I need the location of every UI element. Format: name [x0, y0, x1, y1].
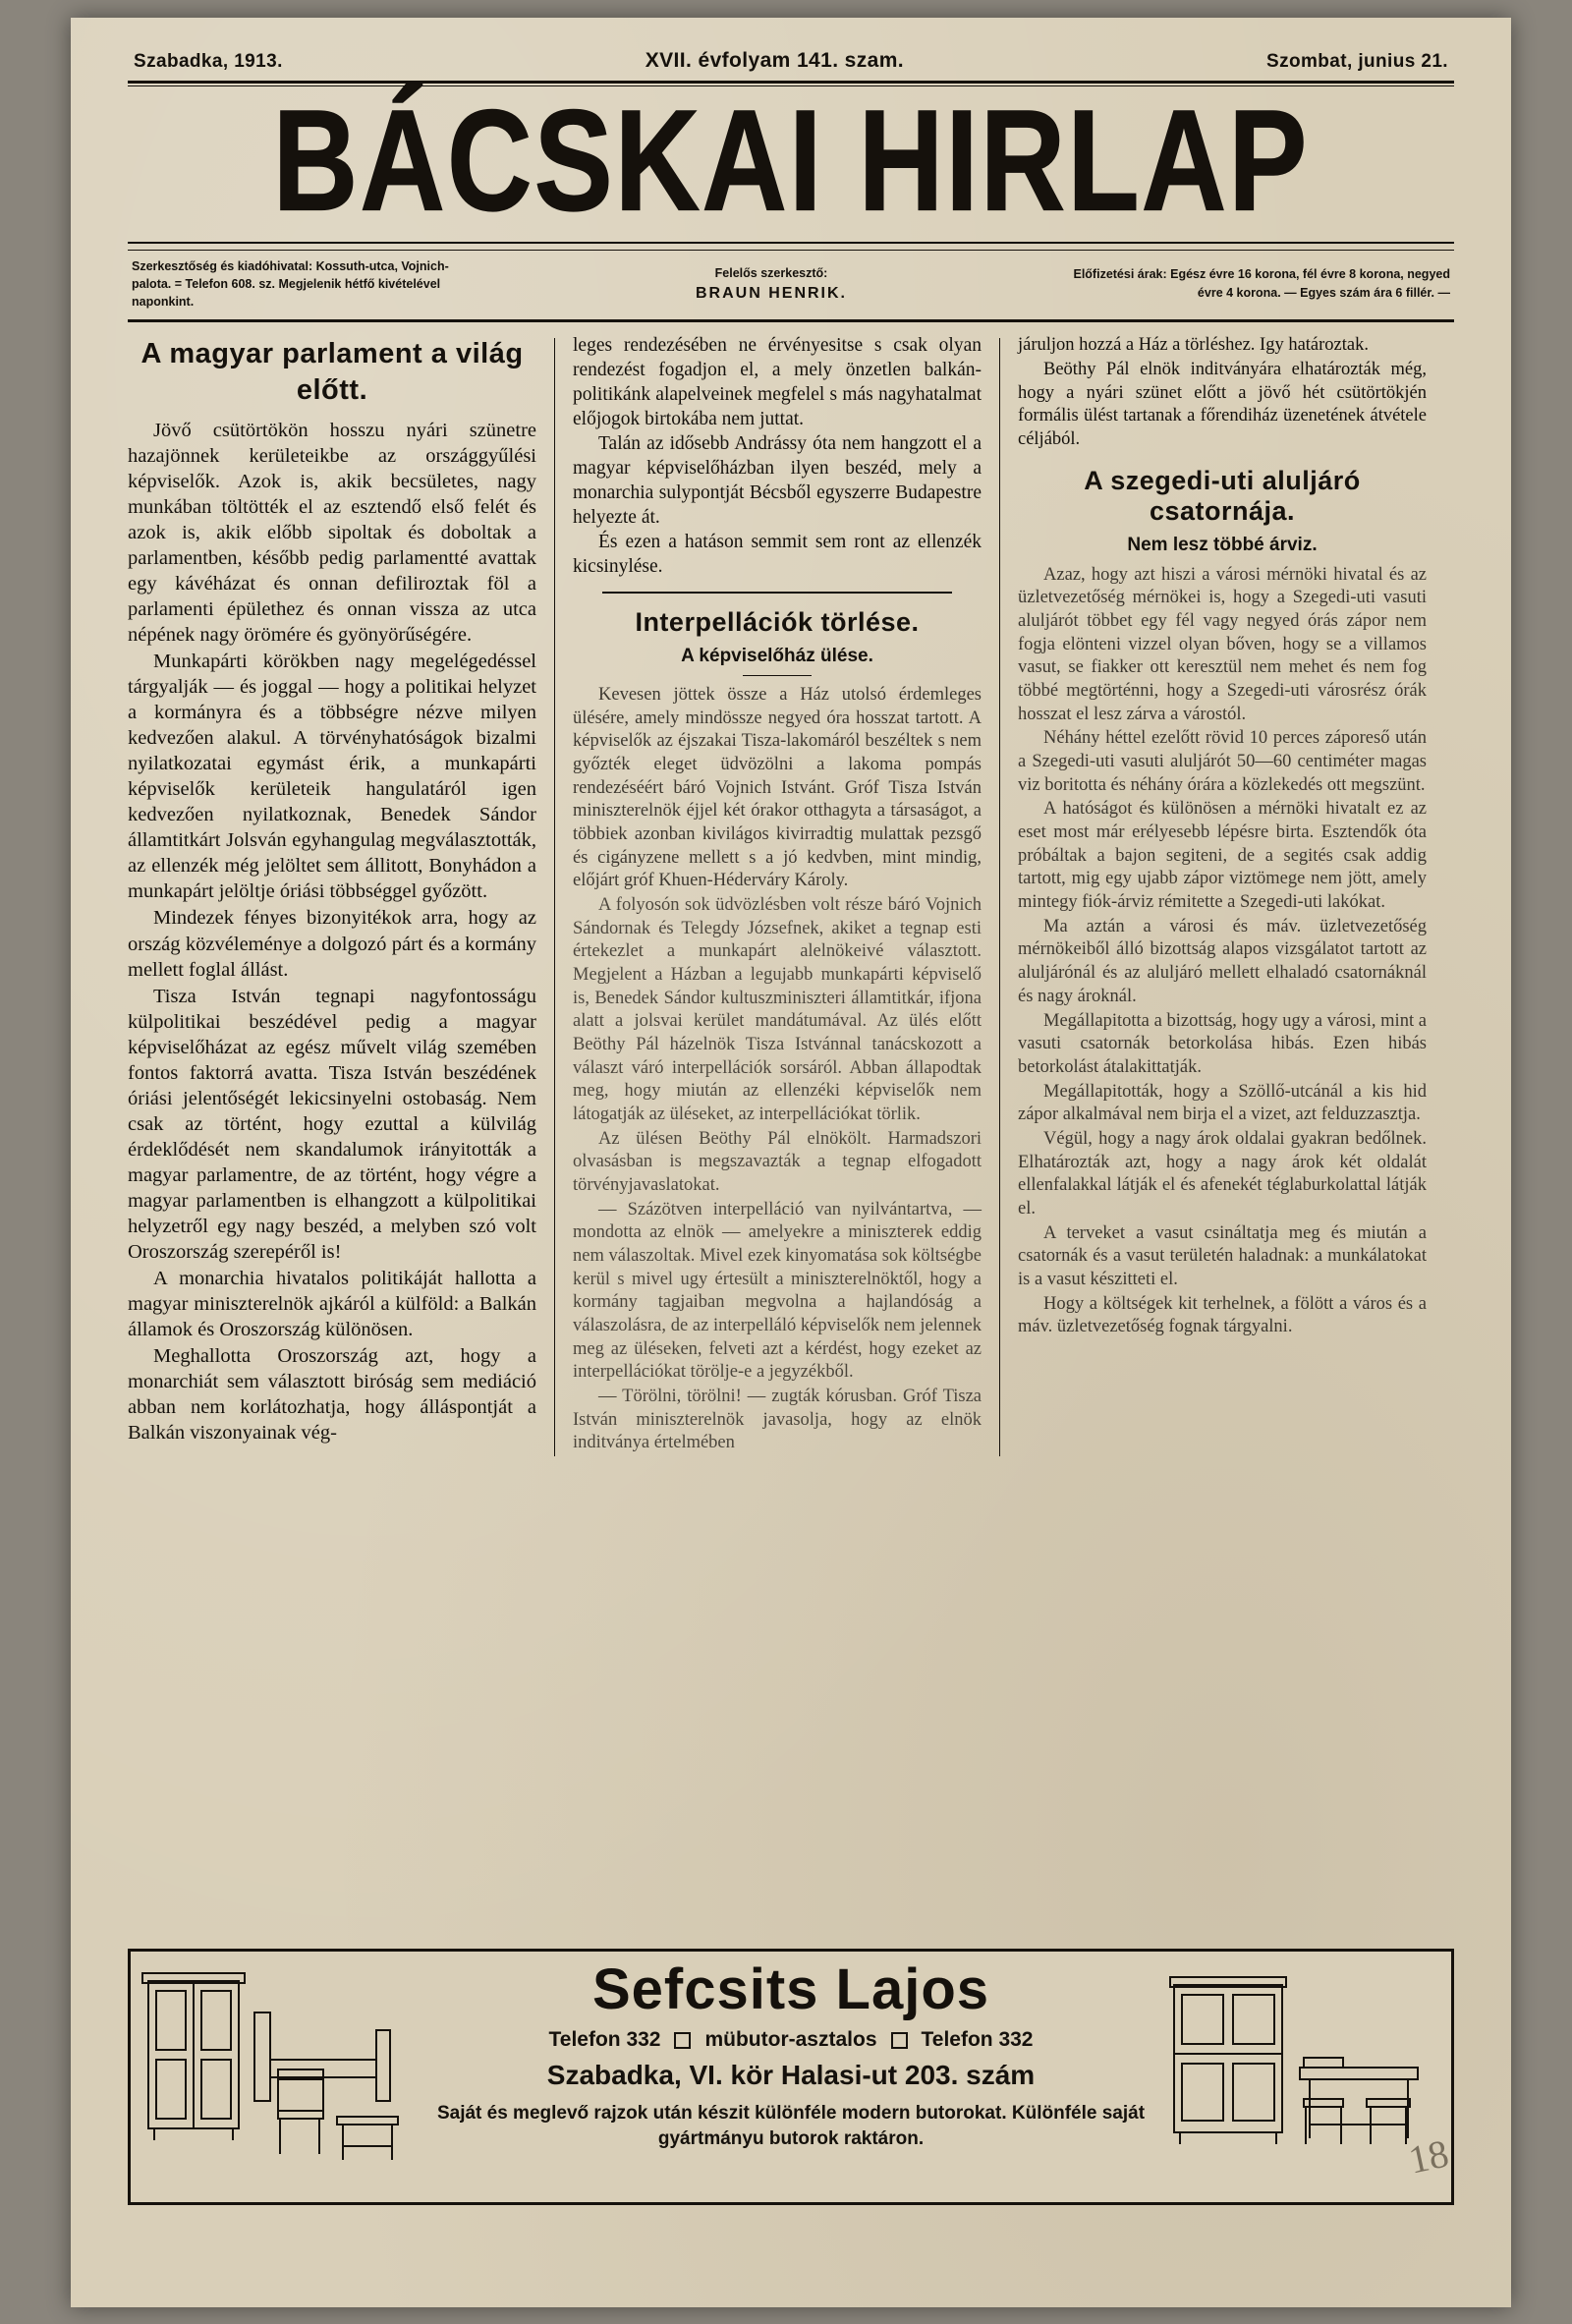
column-2 [561, 334, 993, 1456]
paragraph: Meghallotta Oroszország azt, hogy a monarchiát sem választott biróság sem mediáció abban nem korlátozhatja, hogy álláspontját a Balkán viszonyainak vég- [128, 1345, 536, 1445]
colophon-editor-name: BRAUN HENRIK. [696, 284, 847, 302]
colophon-editor [614, 264, 928, 305]
colophon-subscription: Előfizetési árak: Egész évre 16 korona, fél évre 8 korona, negyed évre 4 korona. — Egyes szám ára 6 fillér. — [1073, 267, 1450, 301]
advert-box [128, 1949, 1454, 2205]
paragraph: Azaz, hogy azt hiszi a városi mérnöki hivatal és az üzletvezetőség mérnökei is, hogy a Szegedi-uti vasuti aluljárót többet egy fél vagy negyed órás zápor nem fogja elönteni vizzel olyan bőven, hogy se a villamos vasut, se fiakker ott keresztül nem mehet és nem fog többé megtörténni, hogy a Szegedi-uti városrész órák hosszat el lesz zárva a várostól. [1018, 564, 1427, 724]
paragraph: Mindezek fényes bizonyitékok arra, hogy az ország közvéleménye a dolgozó párt és a kormány mellett foglal állást. [128, 907, 536, 981]
square-bullet-icon [674, 2032, 691, 2049]
advertisement [128, 1949, 1454, 2205]
paragraph: Talán az idősebb Andrássy óta nem hangzott el a magyar képviselőházban ilyen beszéd, mely a monarchia sulypontját Bécsből egyszerre Budapestre helyezte át. [573, 433, 982, 528]
paragraph: — Százötven interpelláció van nyilvántartva, — mondotta az elnök — amelyekre a miniszterek eddig nem válaszoltak. Mivel ezek kinyomatása sok költségbe kerül s mivel ugy értesült a miniszterelnöktől, hogy a kormány tagjaiban megvolna a hajlandóság a válaszolásra, de az interpelláló képviselők nem jelennek meg az üléseken, felveti azt a kérdést, hogy ezeket az interpellációkat törölje-e a jegyzékből. [573, 1199, 982, 1383]
paragraph: Végül, hogy a nagy árok oldalai gyakran bedőlnek. Elhatározták azt, hogy a nagy árok két oldalát ellenfalakkal látják el és afenekét téglaburkolattal látják el. [1018, 1128, 1427, 1219]
advert-brand: Sefcsits Lajos [591, 1957, 990, 2021]
title-rule [128, 242, 1454, 244]
paragraph: És ezen a hatáson semmit sem ront az ellenzék kicsinylése. [573, 532, 982, 578]
page-title: BÁCSKAI HIRLAP [272, 80, 1310, 242]
headline-parliament: A magyar parlament a világ előtt. [140, 338, 524, 406]
paragraph: A terveket a vasut csináltatja meg és miután a csatornák és a vasut területén haladnak: a munkálatokat is a vasut készitteti el. [1018, 1222, 1427, 1289]
column-1 [128, 334, 548, 1456]
section-rule [602, 592, 952, 594]
paragraph: Jövő csütörtökön hosszu nyári szünetre hazajönnek kerületeikbe az országgyűlési képviselők. Azok is, akik becsületes, nagy munkában töltötték el az esztendő első felét és azok is, akik előbb sipoltak és doboltak a parlamentben, később pedig parlamentté avattak egy kávéházat és onnan defiliroztak föl a parlamenti épülethez és onnan vissza az utca népének nagy örömére és gyönyörűségére. [128, 419, 536, 647]
furniture-illustration-right [1156, 1952, 1451, 2202]
advert-trade: mübutor-asztalos [704, 2028, 877, 2051]
masthead-topline [128, 49, 1454, 79]
column-3 [1006, 334, 1427, 1456]
headline-interpellations: Interpellációk törlése. [635, 606, 920, 637]
advert-text [425, 1952, 1156, 2202]
colophon [128, 250, 1454, 322]
square-bullet-icon [891, 2032, 908, 2049]
paragraph: A folyosón sok üdvözlésben volt része báró Vojnich Sándornak és Telegdy Józsefnek, akiket a tegnap esti értekezlet a munkapárt alelnökeivé választott. Megjelent a Házban a legujabb munkapárti képviselő is, Benedek Sándor kultuszminiszteri államtitkár, ifjona alatt a jolsvai kerület mandátumával. Az ülés előtt Beöthy Pál házelnök Tisza Istvánnal tanácskozott a választ váró interpellációk sorsáról. Abban állapodtak meg, hogy miután az ellenzéki képviselők nem látogatják az üléseket, az interpellációkat törlik. [573, 894, 982, 1124]
margin-mark: 18 [1404, 2130, 1453, 2182]
paragraph: Néhány héttel ezelőtt rövid 10 perces záporeső után a Szegedi-uti vasuti aluljárót 50—60 centiméter magas viz boritotta és néhány órára a közlekedés ott megszünt. [1018, 728, 1427, 795]
masthead-place-year: Szabadka, 1913. [134, 51, 283, 72]
paragraph: A monarchia hivatalos politikáját hallotta a magyar miniszterelnök ajkáról a külföld: a Balkán államok és Oroszország különösen. [128, 1267, 536, 1340]
paragraph: Beöthy Pál elnök inditványára elhatározták még, hogy a nyári szünet előtt a jövő hét csütörtökjén formális ülést tartanak a főrendiház üzenetének átvétele céljából. [1018, 360, 1427, 450]
sub-rule [743, 675, 812, 676]
article-columns [128, 334, 1454, 1456]
advert-phone-left: Telefon 332 [548, 2028, 661, 2051]
advert-address: Szabadka, VI. kör Halasi-ut 203. szám [546, 2060, 1036, 2090]
paragraph: Kevesen jöttek össze a Ház utolsó érdemleges ülésére, amely mindössze negyed óra hosszat tartott. A képviselők az éjszakai Tisza-lakomáról beszéltek s nem győzték eleget üdvözölni a lakoma pompás rendezéséért báró Vojnich Istvánt. Gróf Tisza István miniszterelnök éjjel két órakor otthagyta a társaságot, a többiek azonban kivilágos kivirradtig mulattak pezsgő és cigányzene mellett s a jó kedvben, mint mindig, előjárt gróf Khuen-Héderváry Károly. [573, 684, 982, 891]
advert-phone-right: Telefon 332 [921, 2028, 1034, 2051]
paragraph: Munkapárti körökben nagy megelégedéssel tárgyalják — és joggal — hogy a politikai helyzet a kormányra és a többségre nézve milyen kedvezően alakul. A törvényhatóságok bizalmi nyilatkozatai egymást érik, a munkapárti képviselők kerületeik hangulatáról igen kedvezően nyilatkoznak, Benedek Sándor államtitkárt Jolsván egyhangulag megválasztották, az ellenzék még jelöltet sem állitott, Bonyhádon a munkapárt jelöltje óriási többséggel győzött. [128, 651, 536, 903]
paragraph: Az ülésen Beöthy Pál elnökölt. Harmadszori olvasásban is megszavazták a tegnap elfogadott törvényjavaslatokat. [573, 1128, 982, 1195]
masthead-date: Szombat, junius 21. [1266, 51, 1448, 72]
paragraph: leges rendezésében ne érvényesitse s csak olyan rendezést fogadjon el, a mely önzetlen balkán-politikánk alapelveinek megfelel s más nagyhatalmat előjogok birtokába nem juttat. [573, 335, 982, 429]
headline-underpass-sewer: A szegedi-uti aluljáró csatornája. [1084, 465, 1361, 526]
paragraph: — Törölni, törölni! — zugták kórusban. Gróf Tisza István miniszterelnök javasolja, hogy az elnök inditványa értelmében [573, 1387, 982, 1453]
paragraph: A hatóságot és különösen a mérnöki hivatalt ez az eset most már erélyesebb lépésre birta. Esztendők óta próbáltak a bajon segiteni, de a segités csak addig tartott, mig egy ujabb zápor viztömege nem jött, amely mintegy fiók-árviz rémitette a Szegedi-uti lakókat. [1018, 799, 1427, 913]
subheadline-no-more-flood: Nem lesz többé árviz. [1127, 534, 1318, 555]
masthead-issue: XVII. évfolyam 141. szam. [645, 49, 905, 72]
colophon-editor-label: Felelős szerkesztő: [714, 265, 828, 280]
subheadline-house-session: A képviselőház ülése. [681, 645, 873, 666]
paragraph: Megállapitották, hogy a Szöllő-utcánál a kis hid zápor alkalmával nem birja el a vizet, azt felduzzasztja. [1018, 1081, 1427, 1125]
newspaper-page [71, 18, 1511, 2307]
paragraph: Megállapitotta a bizottság, hogy ugy a városi, mint a vasuti csatornák betorkolása hibás. Ezen hibás betorkolást átalakittatják. [1018, 1010, 1427, 1077]
paragraph: Tisza István tegnapi nagyfontosságu külpolitikai beszédével pedig a magyar képviselőházat az egész művelt világ szemében fontos faktorrá avatta. Tisza István beszédének óriási jelentőségét lekicsinyelni ostobaság. Nem csak az történt, hogy ezuttal a külvilág érdeklődését nem skandalumok irányitották a magyar parlamentre, de az történt, hogy végre a magyar parlamentben is elhangzott a külpolitikai helyzetről egy nagy beszéd, a melyben szó volt Oroszország szerepéről is! [128, 985, 536, 1263]
column-divider [554, 338, 555, 1456]
column-divider [999, 338, 1000, 1456]
paragraph: Ma aztán a városi és máv. üzletvezetőség mérnökeiből álló bizottság alapos vizsgálatot tartott az aluljárónál és az aluljáró mellett elhaladó csatornáknál és nagy ároknál. [1018, 916, 1427, 1006]
page-inner [128, 49, 1454, 1456]
advert-footer: Saját és meglevő rajzok után készit különféle modern butorokat. Különféle saját gyártmányu butorok raktáron. [436, 2103, 1146, 2149]
colophon-office: Szerkesztőség és kiadóhivatal: Kossuth-utca, Vojnich-palota. = Telefon 608. sz. Megjelenik hétfő kivételével naponkint. [132, 259, 449, 310]
paragraph: járuljon hozzá a Ház a törléshez. Igy határoztak. [1018, 335, 1369, 356]
furniture-illustration-left [131, 1952, 425, 2202]
advert-contact-line [425, 2028, 1156, 2052]
paragraph: Hogy a költségek kit terhelnek, a fölött a város és a máv. üzletvezetőség fognak tárgyalni. [1018, 1293, 1427, 1337]
